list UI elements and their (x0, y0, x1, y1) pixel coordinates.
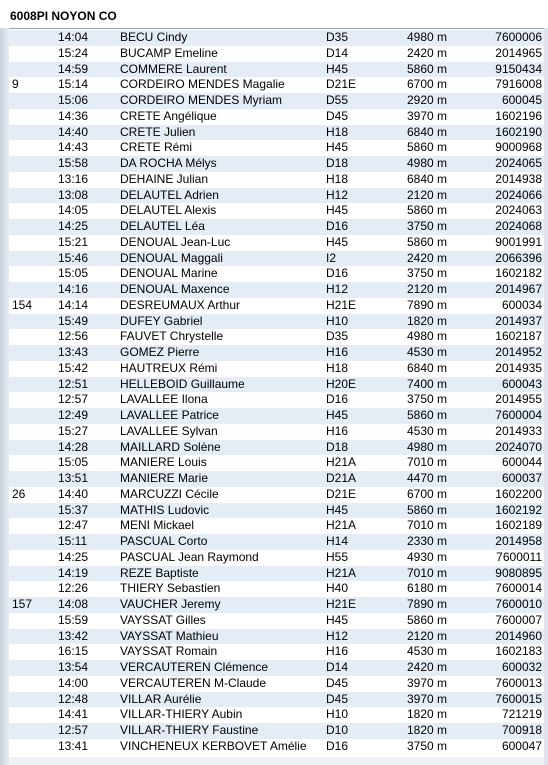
start-time-cell: 15:37 (58, 502, 89, 517)
course-length-cell: 6840 m (407, 360, 448, 375)
license-number-cell: 2014967 (495, 282, 542, 296)
license-number-cell: 600045 (501, 93, 542, 107)
start-time-cell: 15:24 (58, 45, 89, 60)
course-length-cell: 4980 m (407, 156, 448, 170)
footer-strip (9, 757, 544, 765)
runner-name-cell: BECU Cindy (120, 30, 188, 44)
category-cell: H45 (326, 203, 349, 218)
table-row[interactable] (9, 566, 544, 582)
license-number-cell: 2014960 (495, 628, 542, 643)
category-cell: D21E (326, 77, 357, 92)
category-cell: H16 (326, 345, 349, 359)
course-length-cell: 5860 m (407, 234, 448, 249)
start-time-cell: 16:15 (58, 644, 89, 659)
course-length-cell: 7010 m (407, 455, 448, 470)
runner-name-cell: MENI Mickael (120, 518, 195, 533)
table-row[interactable] (9, 77, 544, 93)
course-length-cell: 7400 m (407, 376, 448, 391)
bib-number-cell: 157 (12, 597, 33, 611)
course-length-cell: 2420 m (407, 45, 448, 60)
start-time-cell: 14:41 (58, 707, 89, 722)
course-length-cell: 4470 m (407, 471, 448, 485)
right-window-edge (544, 28, 548, 765)
start-time-cell: 14:40 (58, 486, 89, 501)
runner-name-cell: VAYSSAT Gilles (120, 612, 206, 627)
table-row[interactable] (9, 534, 544, 550)
license-number-cell: 7600014 (495, 581, 542, 596)
runner-name-cell: CRETE Julien (120, 124, 196, 139)
table-row[interactable] (9, 739, 544, 755)
category-cell: H18 (326, 360, 349, 375)
course-length-cell: 2120 m (407, 628, 448, 643)
category-cell: H45 (326, 234, 349, 249)
license-number-cell: 2024068 (495, 219, 542, 233)
start-time-cell: 12:26 (58, 581, 89, 596)
runner-name-cell: MANIERE Marie (120, 471, 209, 485)
runner-name-cell: VERCAUTEREN M-Claude (120, 675, 267, 690)
course-length-cell: 6840 m (407, 124, 448, 139)
table-row[interactable] (9, 172, 544, 188)
category-cell: D16 (326, 392, 349, 407)
runner-name-cell: GOMEZ Pierre (120, 345, 200, 359)
course-length-cell: 4930 m (407, 549, 448, 564)
table-row[interactable] (9, 581, 544, 597)
license-number-cell: 721219 (501, 707, 542, 722)
table-row[interactable] (9, 692, 544, 708)
table-row[interactable] (9, 109, 544, 125)
license-number-cell: 7600004 (495, 408, 542, 422)
category-cell: D10 (326, 723, 349, 737)
table-row[interactable] (9, 314, 544, 330)
license-number-cell: 9001991 (495, 234, 542, 249)
course-length-cell: 6700 m (407, 77, 448, 92)
category-cell: H10 (326, 707, 349, 722)
start-time-cell: 14:14 (58, 297, 89, 312)
course-length-cell: 4980 m (407, 329, 448, 344)
course-length-cell: 3970 m (407, 108, 448, 123)
course-length-cell: 5860 m (407, 612, 448, 627)
category-cell: D18 (326, 439, 349, 454)
runner-name-cell: LAVALLEE Patrice (120, 408, 219, 422)
start-time-cell: 14:43 (58, 140, 89, 155)
license-number-cell: 1602189 (495, 518, 542, 533)
license-number-cell: 7600013 (495, 675, 542, 690)
start-time-cell: 14:40 (58, 124, 89, 139)
category-cell: D45 (326, 108, 349, 123)
runner-name-cell: LAVALLEE Sylvan (120, 423, 218, 438)
start-time-cell: 13:08 (58, 187, 89, 202)
start-time-cell: 15:21 (58, 234, 89, 249)
category-cell: H21A (326, 518, 357, 533)
start-time-cell: 15:14 (58, 77, 89, 92)
runner-name-cell: MARCUZZI Cécile (120, 486, 219, 501)
start-time-cell: 15:06 (58, 93, 89, 107)
table-row[interactable] (9, 723, 544, 739)
start-time-cell: 15:46 (58, 250, 89, 265)
category-cell: H16 (326, 423, 349, 438)
table-row[interactable] (9, 660, 544, 676)
category-cell: D45 (326, 691, 349, 706)
start-time-cell: 14:59 (58, 61, 89, 76)
license-number-cell: 1602192 (495, 502, 542, 517)
runner-name-cell: CRETE Rémi (120, 140, 193, 155)
course-length-cell: 1820 m (407, 313, 448, 328)
table-row[interactable] (9, 188, 544, 204)
license-number-cell: 1602182 (495, 266, 542, 281)
table-row[interactable] (9, 503, 544, 519)
runner-name-cell: REZE Baptiste (120, 565, 199, 580)
category-cell: D35 (326, 329, 349, 344)
category-cell: H21E (326, 297, 357, 312)
runner-name-cell: DEHAINE Julian (120, 171, 209, 186)
runner-name-cell: VAUCHER Jeremy (120, 597, 221, 611)
course-length-cell: 7890 m (407, 597, 448, 611)
runner-name-cell: VILLAR-THIERY Aubin (120, 707, 243, 722)
table-row[interactable] (9, 93, 544, 109)
runner-name-cell: MANIERE Louis (120, 455, 207, 470)
table-row[interactable] (9, 424, 544, 440)
start-time-cell: 13:51 (58, 471, 89, 485)
table-row[interactable] (9, 408, 544, 424)
category-cell: H12 (326, 628, 349, 643)
license-number-cell: 600043 (501, 376, 542, 391)
start-time-cell: 14:19 (58, 565, 89, 580)
start-list-table (9, 30, 544, 755)
table-row[interactable] (9, 219, 544, 235)
license-number-cell: 600047 (501, 738, 542, 753)
course-length-cell: 4530 m (407, 644, 448, 659)
license-number-cell: 2066396 (495, 250, 542, 265)
start-time-cell: 13:54 (58, 660, 89, 674)
start-time-cell: 12:57 (58, 723, 89, 737)
runner-name-cell: CRETE Angélique (120, 108, 217, 123)
license-number-cell: 2014965 (495, 45, 542, 60)
start-time-cell: 14:04 (58, 30, 89, 44)
course-length-cell: 6180 m (407, 581, 448, 596)
license-number-cell: 2014935 (495, 360, 542, 375)
license-number-cell: 2024066 (495, 187, 542, 202)
table-row[interactable] (9, 361, 544, 377)
license-number-cell: 9000968 (495, 140, 542, 155)
license-number-cell: 1602183 (495, 644, 542, 659)
runner-name-cell: HAUTREUX Rémi (120, 360, 218, 375)
license-number-cell: 1602187 (495, 329, 542, 344)
table-row[interactable] (9, 140, 544, 156)
table-row[interactable] (9, 487, 544, 503)
bib-number-cell: 9 (12, 77, 19, 92)
category-cell: D21E (326, 486, 357, 501)
table-row[interactable] (9, 518, 544, 534)
license-number-cell: 600032 (501, 660, 542, 674)
table-row[interactable] (9, 203, 544, 219)
course-length-cell: 3970 m (407, 675, 448, 690)
category-cell: H55 (326, 549, 349, 564)
table-row[interactable] (9, 62, 544, 78)
runner-name-cell: DA ROCHA Mélys (120, 156, 217, 170)
course-length-cell: 3750 m (407, 219, 448, 233)
table-row[interactable] (9, 550, 544, 566)
course-length-cell: 3750 m (407, 392, 448, 407)
course-length-cell: 5860 m (407, 502, 448, 517)
category-cell: H45 (326, 61, 349, 76)
category-cell: H18 (326, 171, 349, 186)
start-time-cell: 15:58 (58, 156, 89, 170)
start-time-cell: 14:05 (58, 203, 89, 218)
course-length-cell: 4530 m (407, 345, 448, 359)
runner-name-cell: MATHIS Ludovic (120, 502, 210, 517)
course-length-cell: 7010 m (407, 518, 448, 533)
runner-name-cell: VAYSSAT Romain (120, 644, 218, 659)
license-number-cell: 7600007 (495, 612, 542, 627)
start-time-cell: 14:25 (58, 549, 89, 564)
start-time-cell: 14:08 (58, 597, 89, 611)
runner-name-cell: THIERY Sebastien (120, 581, 221, 596)
license-number-cell: 2024070 (495, 439, 542, 454)
license-number-cell: 2024065 (495, 156, 542, 170)
course-length-cell: 4980 m (407, 30, 448, 44)
course-length-cell: 5860 m (407, 408, 448, 422)
table-row[interactable] (9, 329, 544, 345)
course-length-cell: 7890 m (407, 297, 448, 312)
category-cell: D16 (326, 219, 349, 233)
runner-name-cell: VINCHENEUX KERBOVET Amélie (120, 738, 307, 753)
table-row[interactable] (9, 613, 544, 629)
category-cell: H10 (326, 313, 349, 328)
license-number-cell: 2014952 (495, 345, 542, 359)
license-number-cell: 1602190 (495, 124, 542, 139)
category-cell: H14 (326, 534, 349, 548)
runner-name-cell: DELAUTEL Léa (120, 219, 205, 233)
start-time-cell: 14:00 (58, 675, 89, 690)
course-length-cell: 2420 m (407, 250, 448, 265)
runner-name-cell: MAILLARD Solène (120, 439, 221, 454)
table-row[interactable] (9, 644, 544, 660)
category-cell: D55 (326, 93, 349, 107)
left-window-edge (0, 28, 9, 765)
table-row[interactable] (9, 266, 544, 282)
course-length-cell: 2330 m (407, 534, 448, 548)
category-cell: H12 (326, 282, 349, 296)
license-number-cell: 2014933 (495, 423, 542, 438)
start-time-cell: 13:41 (58, 738, 89, 753)
bib-number-cell: 26 (12, 486, 26, 501)
category-cell: H45 (326, 140, 349, 155)
runner-name-cell: HELLEBOID Guillaume (120, 376, 245, 391)
start-time-cell: 12:49 (58, 408, 89, 422)
category-cell: H16 (326, 644, 349, 659)
course-length-cell: 4530 m (407, 423, 448, 438)
start-time-cell: 13:42 (58, 628, 89, 643)
course-length-cell: 6840 m (407, 171, 448, 186)
start-time-cell: 12:57 (58, 392, 89, 407)
start-time-cell: 15:05 (58, 266, 89, 281)
runner-name-cell: DENOUAL Marine (120, 266, 218, 281)
start-time-cell: 14:25 (58, 219, 89, 233)
course-length-cell: 1820 m (407, 723, 448, 737)
license-number-cell: 600034 (501, 297, 542, 312)
table-row[interactable] (9, 597, 544, 613)
table-row[interactable] (9, 471, 544, 487)
category-cell: D18 (326, 156, 349, 170)
start-time-cell: 14:36 (58, 108, 89, 123)
category-cell: H45 (326, 408, 349, 422)
start-time-cell: 15:05 (58, 455, 89, 470)
category-cell: D16 (326, 266, 349, 281)
license-number-cell: 9150434 (495, 61, 542, 76)
course-length-cell: 2920 m (407, 93, 448, 107)
runner-name-cell: CORDEIRO MENDES Myriam (120, 93, 283, 107)
course-length-cell: 5860 m (407, 203, 448, 218)
club-title: 6008PI NOYON CO (10, 9, 117, 23)
start-time-cell: 12:56 (58, 329, 89, 344)
start-time-cell: 15:11 (58, 534, 88, 548)
runner-name-cell: VERCAUTEREN Clémence (120, 660, 269, 674)
runner-name-cell: DELAUTEL Adrien (120, 187, 219, 202)
category-cell: H45 (326, 612, 349, 627)
license-number-cell: 600044 (501, 455, 542, 470)
table-row[interactable] (9, 251, 544, 267)
license-number-cell: 700918 (501, 723, 542, 737)
runner-name-cell: VILLAR-THIERY Faustine (120, 723, 259, 737)
course-length-cell: 2120 m (407, 187, 448, 202)
category-cell: I2 (326, 250, 337, 265)
runner-name-cell: PASCUAL Corto (120, 534, 208, 548)
runner-name-cell: COMMERE Laurent (120, 61, 227, 76)
category-cell: D14 (326, 45, 349, 60)
course-length-cell: 2420 m (407, 660, 448, 674)
course-length-cell: 3750 m (407, 266, 448, 281)
start-time-cell: 14:28 (58, 439, 89, 454)
runner-name-cell: DELAUTEL Alexis (120, 203, 217, 218)
category-cell: H12 (326, 187, 349, 202)
start-time-cell: 15:42 (58, 360, 89, 375)
course-length-cell: 4980 m (407, 439, 448, 454)
license-number-cell: 2014937 (495, 313, 542, 328)
table-row[interactable] (9, 440, 544, 456)
table-row[interactable] (9, 377, 544, 393)
license-number-cell: 9080895 (495, 565, 542, 580)
category-cell: D14 (326, 660, 349, 674)
course-length-cell: 1820 m (407, 707, 448, 722)
start-time-cell: 12:48 (58, 691, 89, 706)
category-cell: H45 (326, 502, 349, 517)
category-cell: D45 (326, 675, 349, 690)
runner-name-cell: DUFEY Gabriel (120, 313, 203, 328)
table-row[interactable] (9, 235, 544, 251)
category-cell: H21A (326, 455, 357, 470)
license-number-cell: 2014958 (495, 534, 542, 548)
table-row[interactable] (9, 156, 544, 172)
course-length-cell: 3750 m (407, 738, 448, 753)
category-cell: H18 (326, 124, 349, 139)
license-number-cell: 7600010 (495, 597, 542, 611)
start-time-cell: 12:47 (58, 518, 89, 533)
table-row[interactable] (9, 46, 544, 62)
runner-name-cell: DENOUAL Jean-Luc (120, 234, 231, 249)
category-cell: H21E (326, 597, 357, 611)
table-row[interactable] (9, 629, 544, 645)
category-cell: D16 (326, 738, 349, 753)
start-time-cell: 14:16 (58, 282, 89, 296)
start-time-cell: 13:16 (58, 171, 89, 186)
runner-name-cell: CORDEIRO MENDES Magalie (120, 77, 285, 92)
category-cell: H21A (326, 565, 357, 580)
runner-name-cell: LAVALLEE Ilona (120, 392, 208, 407)
runner-name-cell: VAYSSAT Mathieu (120, 628, 219, 643)
table-row[interactable] (9, 282, 544, 298)
title-divider (9, 28, 544, 29)
runner-name-cell: DENOUAL Maxence (120, 282, 230, 296)
license-number-cell: 2014955 (495, 392, 542, 407)
license-number-cell: 600037 (501, 471, 542, 485)
start-time-cell: 15:59 (58, 612, 89, 627)
category-cell: H20E (326, 376, 357, 391)
license-number-cell: 7916008 (495, 77, 542, 92)
table-row[interactable] (9, 707, 544, 723)
runner-name-cell: VILLAR Aurélie (120, 691, 202, 706)
license-number-cell: 1602196 (495, 108, 542, 123)
start-time-cell: 15:49 (58, 313, 89, 328)
license-number-cell: 7600015 (495, 691, 542, 706)
table-row[interactable] (9, 676, 544, 692)
table-row[interactable] (9, 125, 544, 141)
bib-number-cell: 154 (12, 297, 33, 312)
course-length-cell: 7010 m (407, 565, 448, 580)
runner-name-cell: DENOUAL Maggali (120, 250, 223, 265)
table-row[interactable] (9, 30, 544, 46)
runner-name-cell: BUCAMP Emeline (120, 45, 218, 60)
table-row[interactable] (9, 345, 544, 361)
course-length-cell: 5860 m (407, 61, 448, 76)
course-length-cell: 3970 m (407, 691, 448, 706)
runner-name-cell: FAUVET Chrystelle (120, 329, 224, 344)
category-cell: H40 (326, 581, 349, 596)
course-length-cell: 6700 m (407, 486, 448, 501)
license-number-cell: 7600011 (496, 549, 542, 564)
category-cell: D35 (326, 30, 349, 44)
category-cell: D21A (326, 471, 357, 485)
license-number-cell: 7600006 (495, 30, 542, 44)
table-row[interactable] (9, 455, 544, 471)
start-time-cell: 12:51 (58, 376, 89, 391)
start-time-cell: 13:43 (58, 345, 89, 359)
start-time-cell: 15:27 (58, 423, 89, 438)
runner-name-cell: DESREUMAUX Arthur (120, 297, 241, 312)
table-row[interactable] (9, 392, 544, 408)
license-number-cell: 2014938 (495, 171, 542, 186)
license-number-cell: 1602200 (495, 486, 542, 501)
runner-name-cell: PASCUAL Jean Raymond (120, 549, 259, 564)
table-row[interactable] (9, 298, 544, 314)
course-length-cell: 2120 m (407, 282, 448, 296)
course-length-cell: 5860 m (407, 140, 448, 155)
license-number-cell: 2024063 (495, 203, 542, 218)
